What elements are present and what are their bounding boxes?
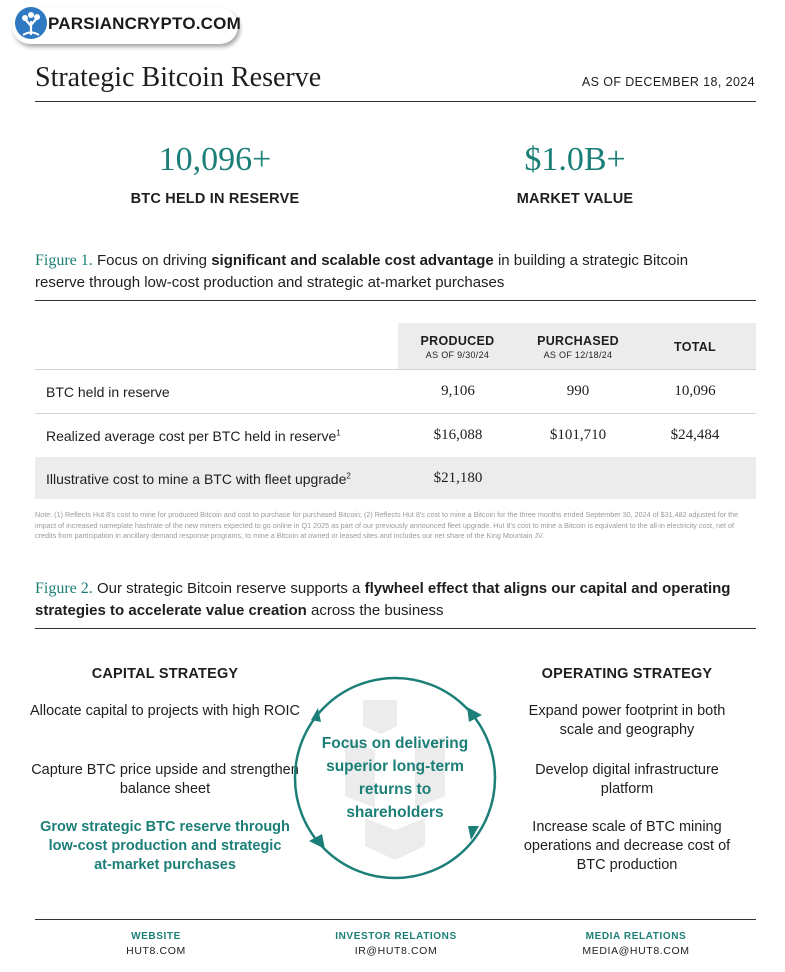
col-purchased xyxy=(518,334,638,360)
footer-media-heading: MEDIA RELATIONS xyxy=(585,931,687,942)
col-produced xyxy=(400,334,515,360)
row-2-footnote-ref: 1 xyxy=(336,428,341,438)
flywheel-arrow-icon xyxy=(467,707,482,722)
col-total-label: TOTAL xyxy=(673,340,716,354)
market-value-value: $1.0B+ xyxy=(524,141,626,178)
footer-ir-email[interactable]: IR@HUT8.COM xyxy=(354,945,438,957)
figure-1-bold: significant and scalable cost advantage xyxy=(211,252,494,269)
footer-website-link[interactable]: HUT8.COM xyxy=(126,945,186,957)
capital-item-3: Grow strategic BTC reserve through low-cost production and strategic at-market purchases xyxy=(40,819,290,873)
figure-2-bold: flywheel effect that aligns our capital and operating strategies to accelerate value creation xyxy=(35,580,731,619)
flywheel-center-text: Focus on delivering superior long-term returns to shareholders xyxy=(321,735,469,821)
figure-2-text-b: across the business xyxy=(306,602,444,619)
col-purchased-sub: AS OF 12/18/24 xyxy=(543,350,613,360)
figure-2-caption xyxy=(35,578,735,622)
figure-1-caption xyxy=(35,250,735,294)
col-produced-label: PRODUCED xyxy=(420,334,495,348)
row-2-label xyxy=(46,428,341,444)
operating-item-2: Develop digital infrastructure platform xyxy=(535,762,719,797)
col-purchased-label: PURCHASED xyxy=(537,334,619,348)
row-3-label-text: Illustrative cost to mine a BTC with fleet upgrade xyxy=(46,471,347,487)
capital-item-1: Allocate capital to projects with high ROIC xyxy=(30,703,300,719)
footer-divider xyxy=(35,919,756,920)
row-1-total: 10,096 xyxy=(674,383,716,399)
row-1-produced: 9,106 xyxy=(441,383,475,399)
col-total xyxy=(640,340,750,354)
btc-held-label: BTC HELD IN RESERVE xyxy=(130,191,300,207)
operating-item-1: Expand power footprint in both scale and geography xyxy=(528,703,726,738)
figure-1-divider xyxy=(35,300,756,301)
row-3-footnote-ref: 2 xyxy=(346,471,351,481)
flywheel-arrow-icon xyxy=(311,708,321,722)
tree-logo-icon xyxy=(14,6,48,40)
row-2-purchased: $101,710 xyxy=(549,427,607,443)
capital-strategy-heading: CAPITAL STRATEGY xyxy=(91,666,239,682)
figure-2-text-a: Our strategic Bitcoin reserve supports a xyxy=(96,580,365,597)
operating-strategy-heading: OPERATING STRATEGY xyxy=(541,666,713,682)
table-divider xyxy=(35,369,756,370)
market-value-label: MARKET VALUE xyxy=(516,191,634,207)
row-2-produced: $16,088 xyxy=(433,427,483,443)
row-1-purchased: 990 xyxy=(566,383,590,399)
figure-2-divider xyxy=(35,628,756,629)
table-divider xyxy=(35,413,756,414)
operating-item-3: Increase scale of BTC mining operations and decrease cost of BTC production xyxy=(523,819,731,873)
figure-1-text-b: in building a strategic Bitcoin reserve through low-cost production and strategic at-market purchases xyxy=(35,252,689,291)
footer-website-heading: WEBSITE xyxy=(131,931,181,942)
row-1-label: BTC held in reserve xyxy=(46,384,170,400)
footer-media-email[interactable]: MEDIA@HUT8.COM xyxy=(582,945,690,957)
row-2-label-text: Realized average cost per BTC held in reserve xyxy=(46,428,337,444)
col-produced-sub: AS OF 9/30/24 xyxy=(425,350,490,360)
table-footnote: Note: (1) Reflects Hut 8's cost to mine for produced Bitcoin and cost to purchase for purchased Bitcoin; (2) Reflects Hut 8's cost to mine a Bitcoin for the three months ended September 30, 2024 of $31,482 adjusted for the impact of increased nameplate hashrate of the new miners expected to go online in Q1 2025 as part of our previously announced fleet upgrade. Hut 8's cost to mine a Bitcoin is equivalent to the all-in electricity cost, net of credits from participation in ancillary demand response programs, to mine a Bitcoin at owned or leased sites and includes our net share of the King Mountain JV. xyxy=(35,510,739,540)
as-of-date: AS OF DECEMBER 18, 2024 xyxy=(581,75,755,89)
btc-held-value: 10,096+ xyxy=(158,141,272,178)
page-title: Strategic Bitcoin Reserve xyxy=(35,62,322,93)
figure-1-text-a: Focus on driving xyxy=(96,252,212,269)
header-divider xyxy=(35,101,756,102)
row-3-label xyxy=(46,471,351,487)
watermark-text: PARSIANCRYPTO.COM xyxy=(48,14,241,33)
row-2-total: $24,484 xyxy=(670,427,720,443)
flywheel-arrow-icon xyxy=(309,834,325,849)
footer-ir-heading: INVESTOR RELATIONS xyxy=(335,931,457,942)
capital-item-2: Capture BTC price upside and strengthen balance sheet xyxy=(31,762,299,797)
figure-1-number: Figure 1. xyxy=(35,252,93,269)
row-3-produced: $21,180 xyxy=(433,470,483,486)
figure-2-number: Figure 2. xyxy=(35,580,93,597)
